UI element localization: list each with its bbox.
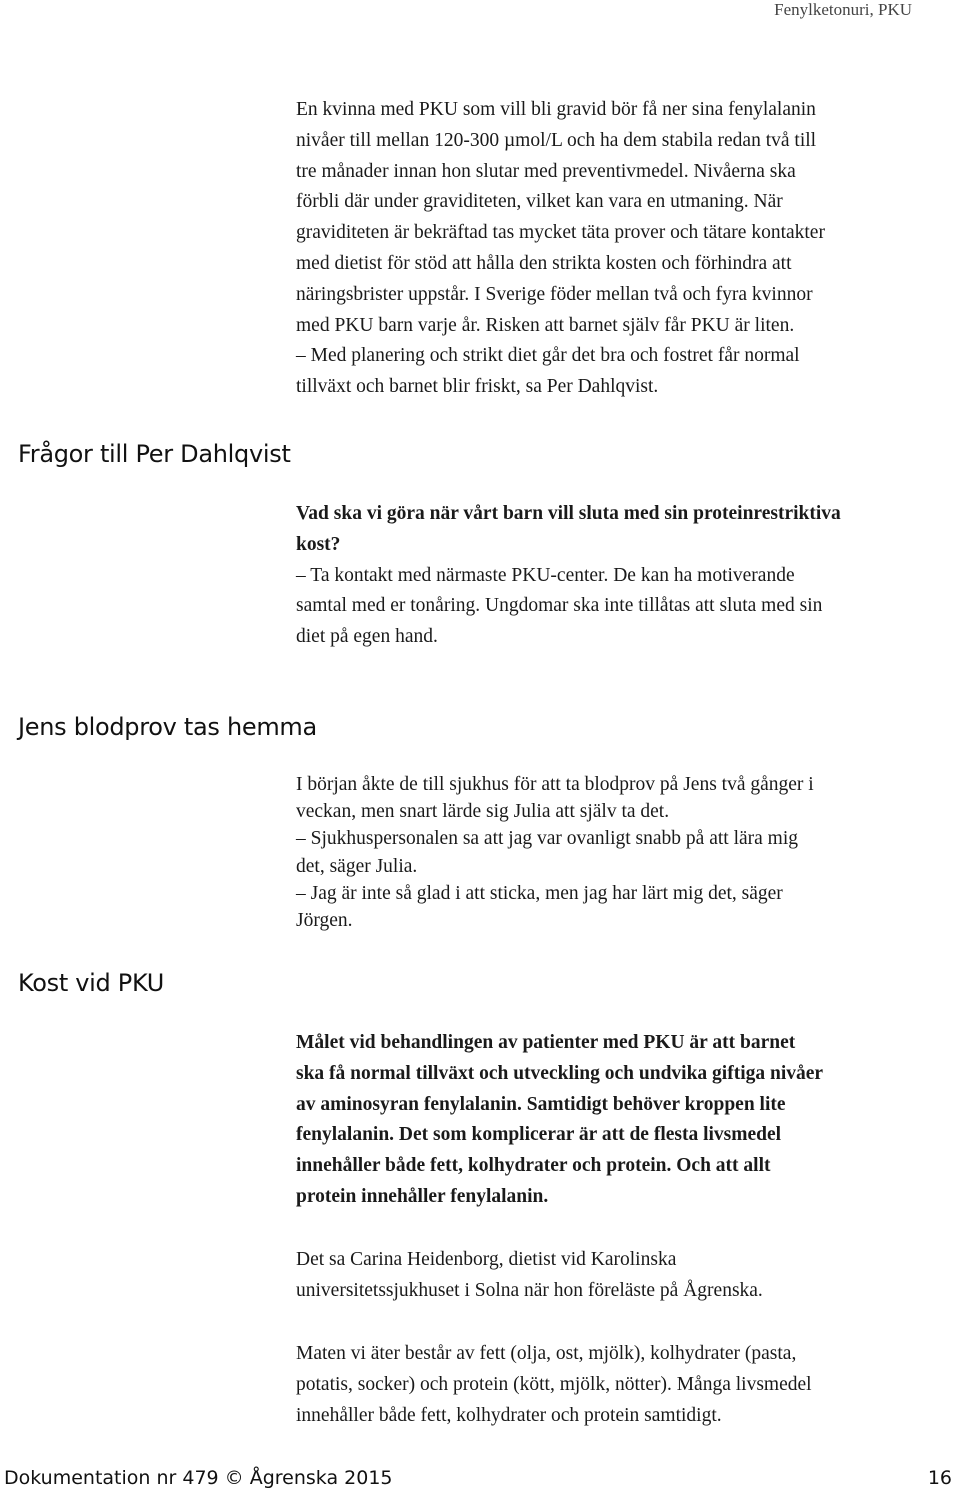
question-line: Vad ska vi göra när vårt barn vill sluta med sin proteinrestriktiva bbox=[296, 503, 841, 524]
text-line: tillväxt och barnet blir friskt, sa Per Dahlqvist. bbox=[296, 376, 659, 398]
text-line: Det sa Carina Heidenborg, dietist vid Karolinska bbox=[296, 1249, 677, 1270]
text-line: med PKU barn varje år. Risken att barnet själv får PKU är liten. bbox=[296, 314, 795, 336]
answer-line: – Ta kontakt med närmaste PKU-center. De kan ha motiverande bbox=[296, 564, 795, 586]
text-line: ska få normal tillväxt och utveckling och undvika giftiga nivåer bbox=[296, 1062, 824, 1084]
answer-line: samtal med er tonåring. Ungdomar ska inte tillåtas att sluta med sin bbox=[296, 595, 823, 617]
questions-paragraph bbox=[296, 499, 926, 653]
text-line: Maten vi äter består av fett (olja, ost, mjölk), kolhydrater (pasta, bbox=[296, 1343, 797, 1364]
text-line: innehåller både fett, kolhydrater och protein samtidigt. bbox=[296, 1404, 722, 1426]
diet-intro-paragraph bbox=[296, 1028, 926, 1213]
running-header: Fenylketonuri, PKU bbox=[774, 0, 912, 19]
text-line: tre månader innan hon slutar med preventivmedel. Nivåerna ska bbox=[296, 160, 796, 182]
footer-text: Dokumentation nr 479 © Ågrenska 2015 bbox=[4, 1467, 393, 1489]
blood-test-paragraph bbox=[296, 771, 926, 934]
section-heading-blood-test: Jens blodprov tas hemma bbox=[18, 713, 317, 741]
text-line: näringsbrister uppstår. I Sverige föder mellan två och fyra kvinnor bbox=[296, 283, 813, 305]
question-line: kost? bbox=[296, 533, 341, 555]
text-line: det, säger Julia. bbox=[296, 855, 418, 877]
text-line: förbli där under graviditeten, vilket kan vara en utmaning. När bbox=[296, 191, 783, 213]
text-line: graviditeten är bekräftad tas mycket täta prover och tätare kontakter bbox=[296, 222, 825, 244]
text-line: – Sjukhuspersonalen sa att jag var ovanligt snabb på att lära mig bbox=[296, 828, 799, 850]
text-line: potatis, socker) och protein (kött, mjölk, nötter). Många livsmedel bbox=[296, 1373, 812, 1395]
page-footer bbox=[4, 1467, 960, 1489]
diet-food-paragraph bbox=[296, 1339, 926, 1431]
text-line: Jörgen. bbox=[296, 910, 353, 932]
text-line: innehåller både fett, kolhydrater och protein. Och att allt bbox=[296, 1155, 771, 1177]
text-line: fenylalanin. Det som komplicerar är att de flesta livsmedel bbox=[296, 1124, 782, 1146]
section-heading-diet: Kost vid PKU bbox=[18, 969, 165, 997]
text-line: av aminosyran fenylalanin. Samtidigt behöver kroppen lite bbox=[296, 1093, 786, 1115]
text-line: universitetssjukhuset i Solna när hon föreläste på Ågrenska. bbox=[296, 1279, 763, 1301]
diet-source-paragraph bbox=[296, 1245, 926, 1307]
section-heading-questions: Frågor till Per Dahlqvist bbox=[18, 440, 291, 468]
text-line: I början åkte de till sjukhus för att ta blodprov på Jens två gånger i bbox=[296, 774, 814, 795]
text-line: veckan, men snart lärde sig Julia att själv ta det. bbox=[296, 801, 670, 823]
text-line: nivåer till mellan 120-300 µmol/L och ha dem stabila redan två till bbox=[296, 129, 817, 151]
text-line: Målet vid behandlingen av patienter med PKU är att barnet bbox=[296, 1032, 796, 1053]
pregnancy-paragraph bbox=[296, 95, 926, 403]
text-line: med dietist för stöd att hålla den strikta kosten och förhindra att bbox=[296, 252, 792, 274]
answer-line: diet på egen hand. bbox=[296, 626, 438, 648]
text-line: protein innehåller fenylalanin. bbox=[296, 1185, 549, 1207]
text-line: En kvinna med PKU som vill bli gravid bör få ner sina fenylalanin bbox=[296, 99, 816, 120]
text-line: – Med planering och strikt diet går det bra och fostret får normal bbox=[296, 345, 800, 367]
page-number: 16 bbox=[927, 1467, 952, 1489]
text-line: – Jag är inte så glad i att sticka, men jag har lärt mig det, säger bbox=[296, 882, 783, 904]
